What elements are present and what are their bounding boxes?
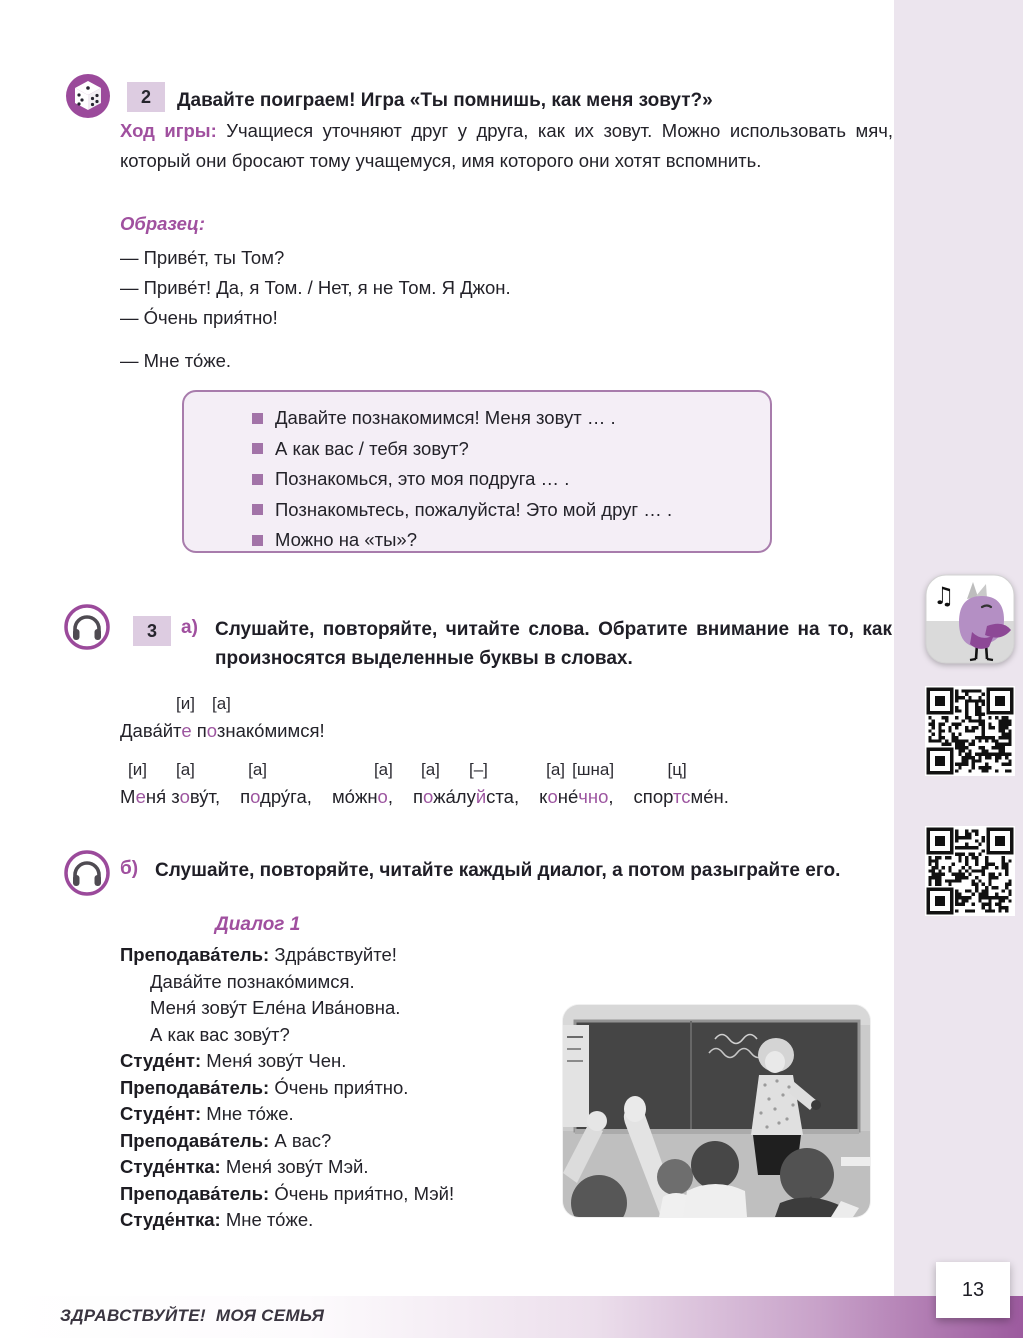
bullet-square-icon (252, 413, 263, 424)
sample-line: — Приве́т! Да, я Том. / Нет, я не Том. Я Джон. (120, 277, 511, 298)
game-instructions (120, 116, 893, 175)
page-number-value: 13 (961, 1278, 985, 1301)
exercise-3b-title: Слушайте, повторяйте, читайте каждый диалог, а потом разыграйте его. (155, 860, 841, 881)
phonetic-word-group (120, 694, 325, 742)
phonetic-word-group (634, 760, 729, 808)
key-phrase-text: А как вас / тебя зовут? (275, 437, 469, 459)
phonetic-word-group (539, 760, 613, 808)
headphones-audio-icon (64, 604, 110, 650)
phonetic-label: [а] (248, 760, 268, 779)
dialog-line (120, 1207, 580, 1234)
phonetic-label: [а] (420, 760, 440, 779)
phonetic-label: [ц] (667, 760, 687, 779)
dialog-text: А вас? (274, 1129, 332, 1151)
dialog-text: Меня́ зову́т Еле́на Ива́новна. (150, 997, 401, 1018)
phonetic-word: коне́чно, (539, 786, 614, 807)
key-phrase-item (252, 464, 760, 495)
audio-qr-code-1[interactable] (925, 686, 1015, 776)
key-phrase-text: Давайте познакомимся! Меня зовут … . (275, 407, 616, 429)
bullet-square-icon (252, 443, 263, 454)
dialog-text: А как вас зову́т? (150, 1023, 290, 1045)
phonetic-word: Меня́ зову́т, (120, 786, 221, 807)
dialog-speaker: Студе́нтка: (120, 1156, 221, 1177)
dialog-text: Мне то́же. (225, 1209, 314, 1230)
dialog-text: О́чень прия́тно, Мэй! (274, 1182, 455, 1204)
dialog-line (120, 942, 580, 969)
phonetic-word-group (240, 760, 312, 808)
dialog-speaker: Преподава́тель: (120, 1076, 270, 1098)
dialog-1 (120, 942, 580, 1234)
dialog-speaker: Преподава́тель: (120, 944, 270, 965)
phonetic-label: [а] (176, 760, 195, 779)
page-number (936, 1262, 1010, 1318)
sample-line: — О́чень прия́тно! (120, 307, 278, 328)
key-phrase-text: Можно на «ты»? (275, 529, 418, 551)
key-phrase-text: Познакомьтесь, пожалуйста! Это мой друг … . (275, 498, 673, 520)
dialog-speaker: Преподава́тель: (120, 1182, 270, 1204)
dialog-speaker: Студе́нтка: (120, 1209, 221, 1230)
dialog-line (120, 1154, 580, 1181)
dialog-text: Мне то́же. (206, 1103, 294, 1124)
phonetic-word: пожа́луйста, (412, 786, 520, 807)
phonetic-word: Дава́йте познако́мимся! (120, 720, 325, 741)
dialog-1-title: Диалог 1 (215, 914, 301, 935)
dialog-speaker: Студе́нт: (120, 1050, 202, 1071)
sample-dialog (120, 243, 511, 376)
key-phrases-box (182, 390, 772, 553)
part-a-label: а) (181, 617, 198, 638)
phonetic-label: [и] (128, 760, 147, 779)
sample-line: — Мне то́же. (120, 350, 232, 371)
bullet-square-icon (252, 535, 263, 546)
key-phrase-text: Познакомься, это моя подруга … . (275, 468, 570, 490)
phonetic-word: мо́жно, (331, 786, 393, 807)
dice-game-icon (66, 74, 110, 118)
dialog-line (120, 1075, 580, 1102)
singing-bird-music-icon (925, 574, 1015, 664)
exercise-3-number: 3 (133, 616, 171, 646)
phonetic-word-group (332, 760, 393, 808)
phonetic-label: [–] (468, 760, 488, 779)
exercise-2-title: Давайте поиграем! Игра «Ты помнишь, как меня зовут?» (177, 90, 713, 111)
dialog-line (120, 1048, 580, 1075)
dialog-text: Дава́йте познако́мимся. (150, 970, 355, 992)
key-phrase-item (252, 403, 760, 434)
headphones-audio-icon (64, 850, 110, 896)
dialog-text: Меня́ зову́т Мэй. (225, 1156, 369, 1177)
key-phrase-item (252, 525, 760, 556)
classroom-photo (563, 1005, 870, 1217)
phonetic-label: [а] (212, 694, 231, 713)
dialog-line (120, 969, 580, 996)
dialog-text: О́чень прия́тно. (274, 1076, 409, 1098)
bullet-square-icon (252, 504, 263, 515)
key-phrase-item (252, 434, 760, 465)
dialog-speaker: Преподава́тель: (120, 1129, 270, 1151)
chapter-footer-title: ЗДРАВСТВУЙТЕ! МОЯ СЕМЬЯ (60, 1306, 325, 1325)
part-b-label: б) (120, 858, 139, 879)
exercise-3a-title: Слушайте, повторяйте, читайте слова. Обратите внимание на то, как произносятся выделенные буквы в словах. (215, 619, 892, 670)
phonetic-label: [а] (373, 760, 393, 779)
phonetic-label: [и] (176, 694, 195, 713)
game-lead-text: Учащиеся уточняют друг у друга, как их зовут. Можно использовать мяч, который они бросают тому учащемуся, имя которого они хотят вспомнить. (120, 120, 894, 171)
dialog-line (120, 995, 580, 1022)
phonetics-line-1 (120, 694, 345, 742)
dialog-line (120, 1101, 580, 1128)
phonetic-label: [шна] (572, 760, 615, 779)
dialog-line (120, 1022, 580, 1049)
phonetics-line-2 (120, 760, 749, 808)
exercise-2-number: 2 (127, 82, 165, 112)
sample-line: — Приве́т, ты Том? (120, 247, 285, 268)
audio-qr-code-2[interactable] (925, 826, 1015, 916)
dialog-speaker: Студе́нт: (120, 1103, 202, 1124)
dialog-line (120, 1181, 580, 1208)
svg-text:♫: ♫ (933, 582, 955, 610)
dialog-text: Меня́ зову́т Чен. (206, 1050, 347, 1071)
phonetic-word-group (120, 760, 220, 808)
phonetic-label: [а] (546, 760, 566, 779)
key-phrase-item (252, 495, 760, 526)
phonetic-word: подру́га, (240, 786, 312, 807)
sample-label: Образец: (120, 213, 206, 234)
dialog-text: Здра́вствуйте! (274, 944, 397, 965)
game-lead-label: Ход игры: (120, 120, 217, 141)
phonetic-word-group (413, 760, 519, 808)
dialog-line (120, 1128, 580, 1155)
phonetic-word: спортсме́н. (633, 786, 729, 807)
bullet-square-icon (252, 474, 263, 485)
